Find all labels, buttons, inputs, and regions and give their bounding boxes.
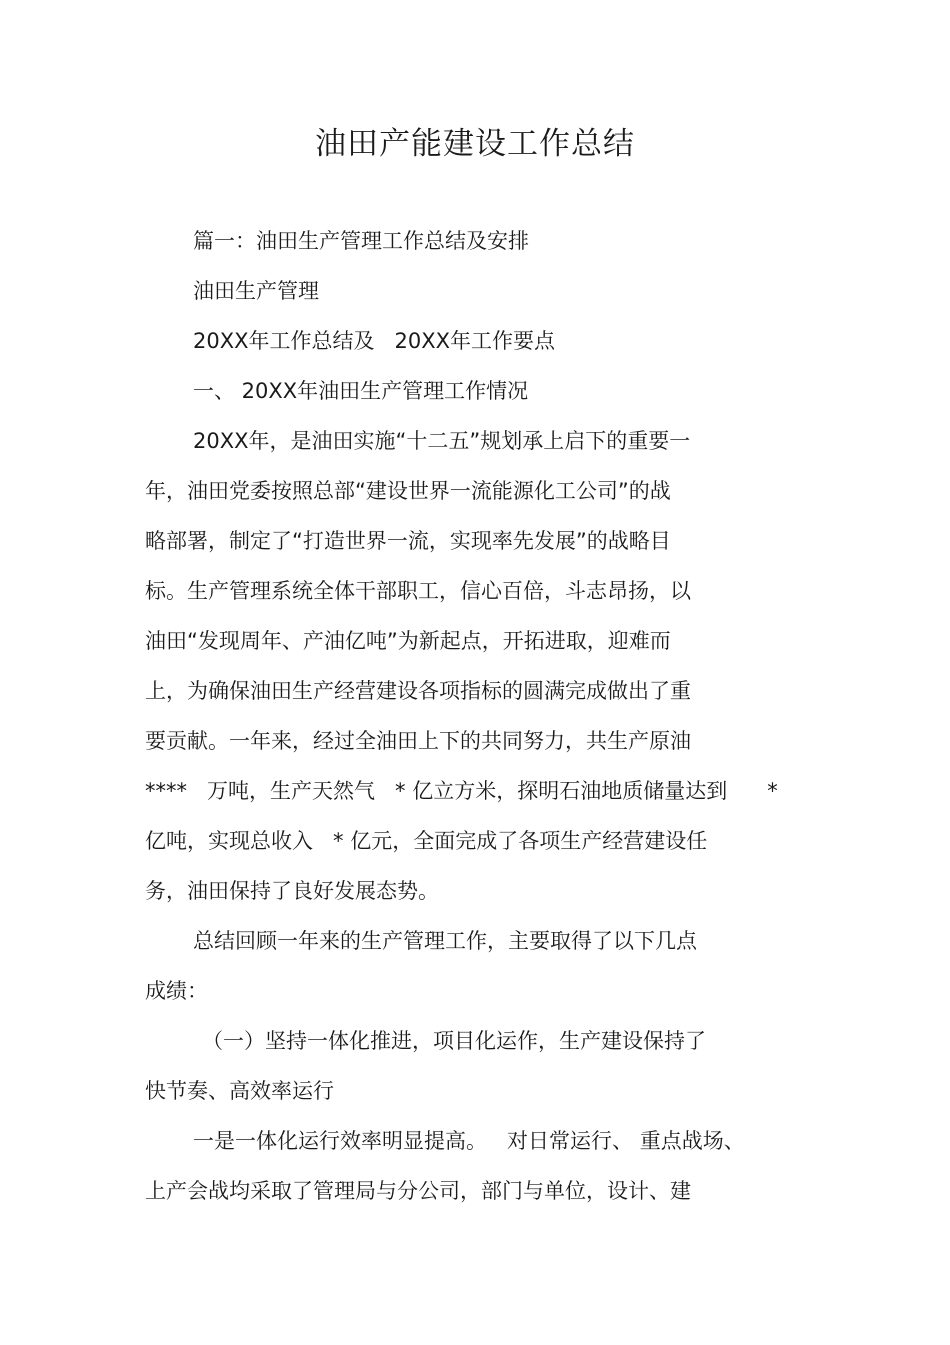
text-line: 快节奏、高效率运行 xyxy=(145,1079,334,1103)
text-line: 标。生产管理系统全体干部职工，信心百倍，斗志昂扬，以 xyxy=(145,579,691,603)
text-line: 上，为确保油田生产经营建设各项指标的圆满完成做出了重 xyxy=(145,679,691,703)
text-line: **** 万吨，生产天然气 * 亿立方米，探明石油地质储量达到 * xyxy=(145,779,778,803)
text-line: 成绩： xyxy=(145,979,208,1003)
document-title: 油田产能建设工作总结 xyxy=(315,126,635,162)
text-line: 20XX年工作总结及 20XX年工作要点 xyxy=(193,329,556,353)
text-line: （一）坚持一体化推进，项目化运作，生产建设保持了 xyxy=(202,1029,706,1053)
text-line: 篇一：油田生产管理工作总结及安排 xyxy=(193,229,529,253)
text-line: 上产会战均采取了管理局与分公司，部门与单位，设计、建 xyxy=(145,1179,691,1203)
text-line: 总结回顾一年来的生产管理工作，主要取得了以下几点 xyxy=(193,929,697,953)
text-line: 亿吨，实现总收入 * 亿元，全面完成了各项生产经营建设任 xyxy=(145,829,708,853)
text-line: 略部署，制定了“打造世界一流，实现率先发展”的战略目 xyxy=(145,529,671,553)
text-line: 油田“发现周年、产油亿吨”为新起点，开拓进取，迎难而 xyxy=(145,629,671,653)
text-line: 要贡献。一年来，经过全油田上下的共同努力，共生产原油 xyxy=(145,729,691,753)
text-line: 务，油田保持了良好发展态势。 xyxy=(145,879,439,903)
text-line: 一是一体化运行效率明显提高。 对日常运行、 重点战场、 xyxy=(193,1129,745,1153)
text-line: 一、 20XX年油田生产管理工作情况 xyxy=(193,379,529,403)
text-line: 油田生产管理 xyxy=(193,279,319,303)
text-line: 20XX年，是油田实施“十二五”规划承上启下的重要一 xyxy=(193,429,691,453)
text-line: 年，油田党委按照总部“建设世界一流能源化工公司”的战 xyxy=(145,479,671,503)
